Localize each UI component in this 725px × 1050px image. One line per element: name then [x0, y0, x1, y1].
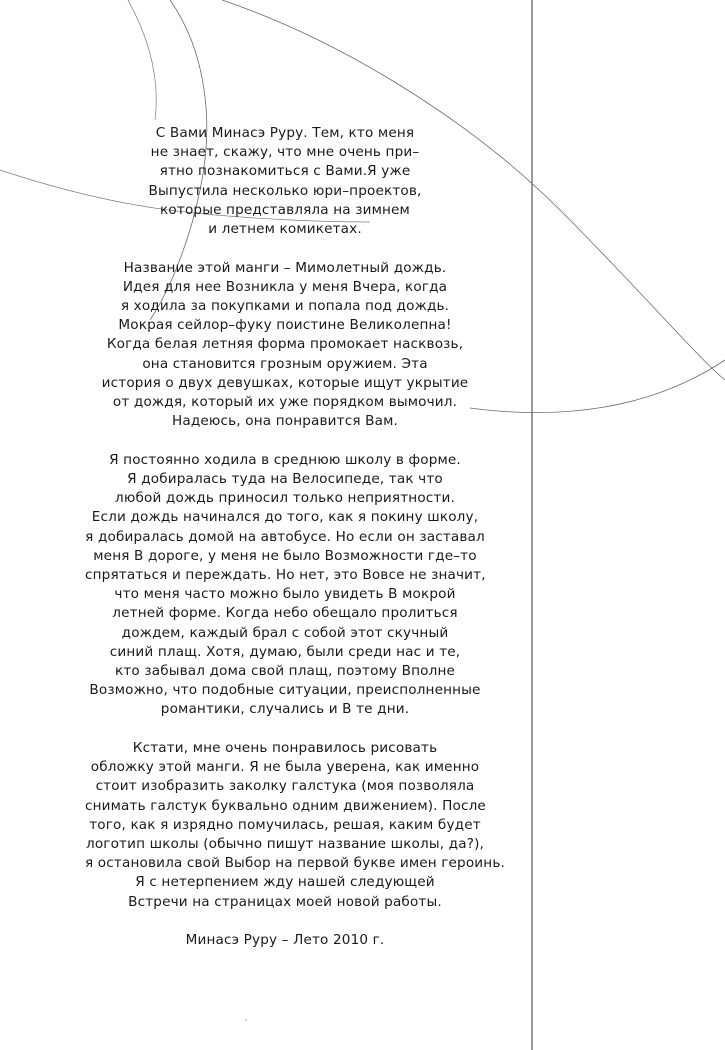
text-line: снимать галстук буквально одним движением). После [85, 797, 486, 814]
text-line: история о двух девушках, которые ищут укрытие [101, 374, 469, 391]
text-line: Мокрая сейлор–фуку поистине Великолепна! [118, 317, 452, 334]
paragraph-4 [85, 739, 505, 912]
text-line: того, как я изрядно помучилась, решая, каким будет [89, 816, 481, 833]
text-line: меня В дороге, у меня не было Возможности где–то [93, 547, 477, 564]
text-line: дождем, каждый брал с собой этот скучный [121, 624, 449, 641]
text-line: Я добиралась туда на Велосипеде, так что [127, 471, 443, 488]
text-line: Возможно, что подобные ситуации, преисполненные [89, 682, 481, 699]
text-line: от дождя, который их уже порядком вымочил. [112, 394, 458, 411]
text-line: Я с нетерпением жду нашей следующей [135, 874, 435, 891]
text-line: С Вами Минасэ Руру. Тем, кто меня [155, 125, 415, 141]
text-line: романтики, случались и В те дни. [160, 701, 410, 718]
text-line: она становится грозным оружием. Эта [142, 355, 428, 372]
text-line: любой дождь приносил только неприятности. [115, 490, 455, 507]
text-line: кто забывал дома свой плащ, поэтому Вполне [114, 663, 456, 680]
text-line: Выпустила несколько юри–проектов, [148, 182, 422, 199]
text-line: и летнем комикетах. [208, 221, 362, 238]
text-line: спрятаться и переждать. Но нет, это Вовсе не значит, [85, 567, 486, 584]
text-line: я добиралась домой на автобусе. Но если он заставал [85, 528, 485, 545]
paragraph-2 [85, 259, 485, 432]
text-line: я ходила за покупками и попала под дождь. [120, 298, 450, 315]
text-line: логотип школы (обычно пишут название школы, да?), [85, 836, 485, 853]
afterword-text [85, 124, 505, 970]
text-line: Я постоянно ходила в среднюю школу в форме. [109, 451, 461, 468]
text-line: ятно познакомиться с Вами.Я уже [159, 163, 411, 180]
text-line: Идея для нее Возникла у меня Вчера, когда [122, 278, 448, 295]
decorative-dot [245, 1019, 247, 1021]
paragraph-3 [85, 451, 485, 720]
paragraph-1 [85, 124, 485, 239]
text-line: стоит изобразить заколку галстука (моя позволяла [95, 778, 475, 795]
text-line: которые представляла на зимнем [160, 201, 410, 218]
text-line: Название этой манги – Мимолетный дождь. [123, 259, 447, 276]
text-line: Встречи на страницах моей новой работы. [128, 893, 442, 910]
text-line: Кстати, мне очень понравилось рисовать [132, 740, 438, 757]
text-line: обложку этой манги. Я не была уверена, как именно [90, 759, 480, 776]
text-line: синий плащ. Хотя, думаю, были среди нас и те, [109, 643, 461, 660]
author-signature [85, 931, 485, 950]
text-line: Когда белая летняя форма промокает насквозь, [106, 336, 464, 353]
decorative-arc-left [128, 0, 156, 120]
text-line: я остановила свой Выбор на первой букве имен героинь. [85, 855, 505, 872]
text-line: летней форме. Когда небо обещало пролиться [112, 605, 458, 622]
decorative-arc-lower-right [470, 360, 725, 413]
text-line: не знает, скажу, что мне очень при– [150, 144, 420, 161]
signature-line: Минасэ Руру – Лето 2010 г. [185, 932, 385, 949]
text-line: что меня часто можно было увидеть В мокрой [114, 586, 456, 603]
text-line: Надеюсь, она понравится Вам. [172, 413, 398, 430]
text-line: Если дождь начинался до того, как я покину школу, [91, 509, 479, 526]
